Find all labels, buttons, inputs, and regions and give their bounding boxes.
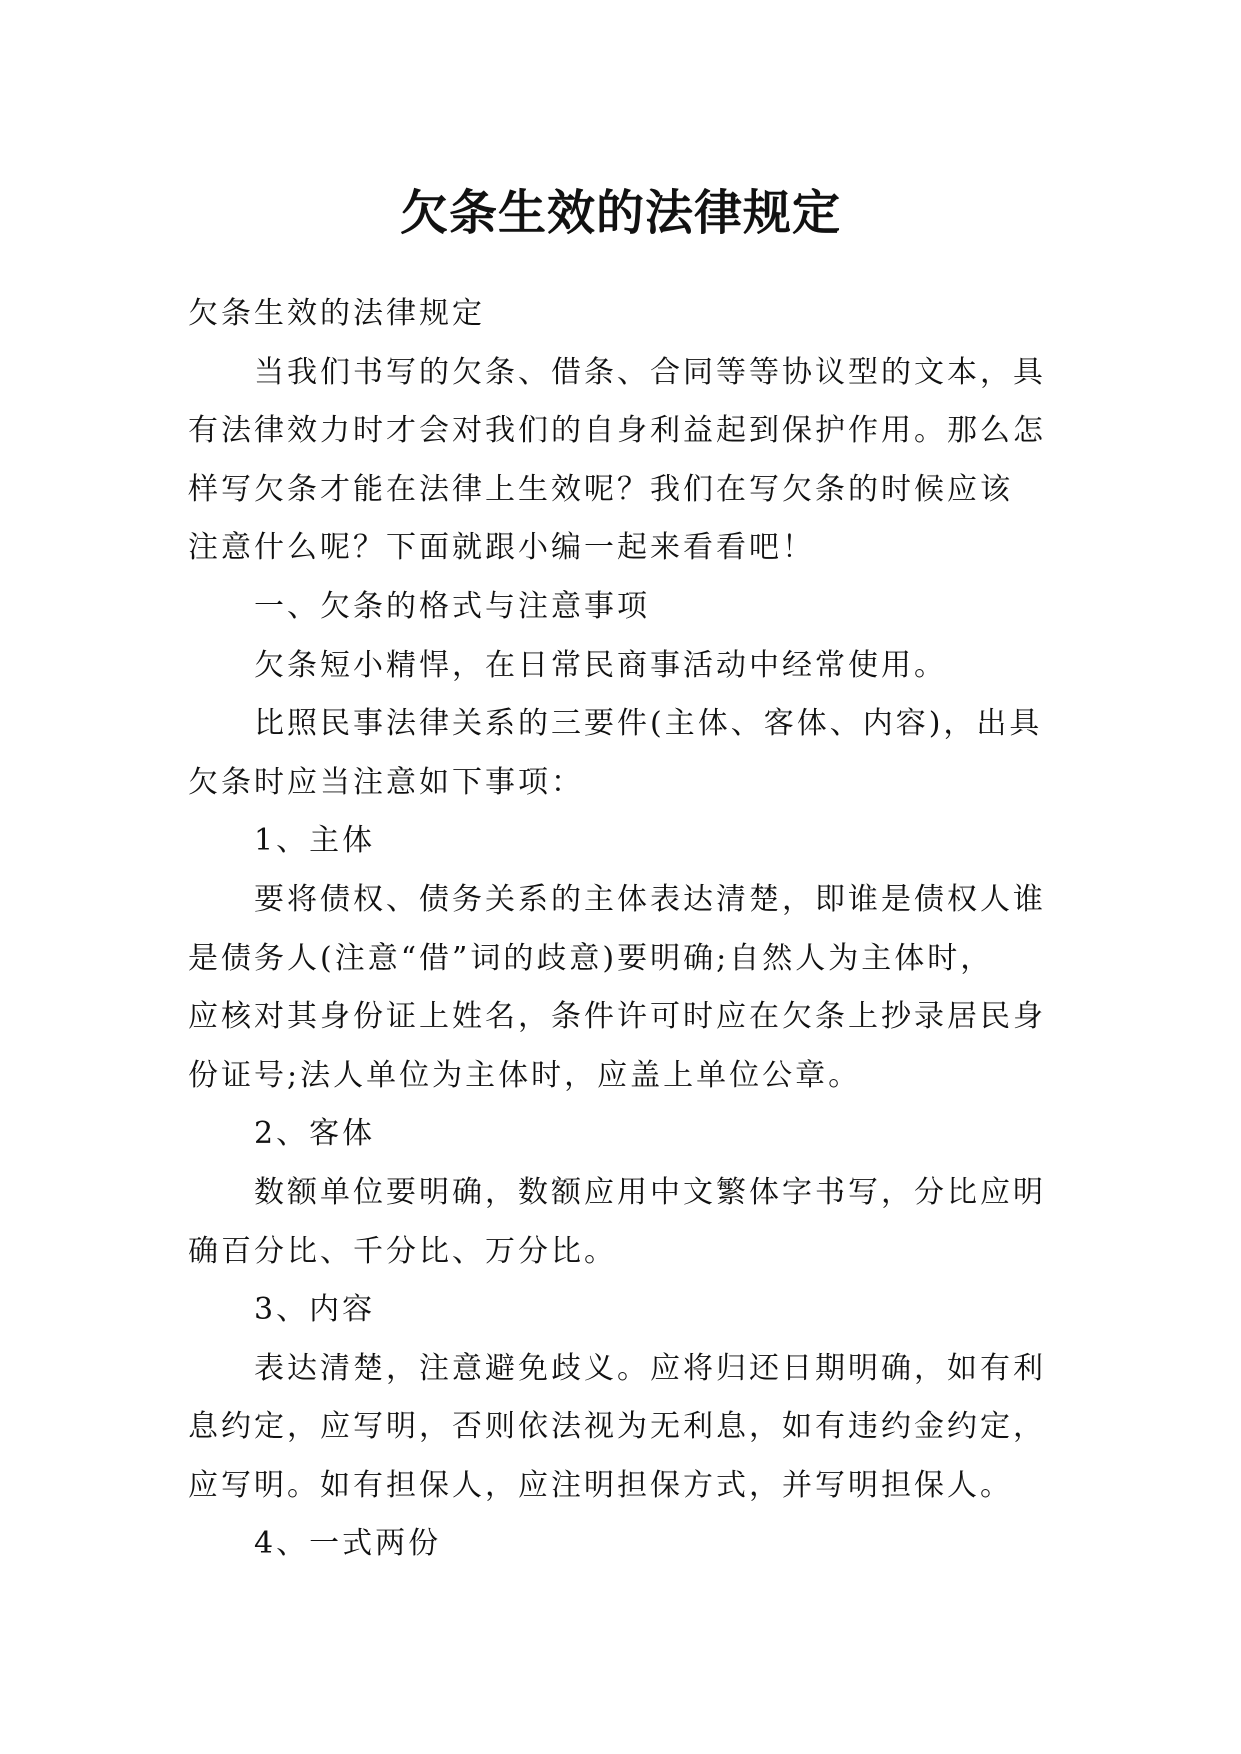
subsection-heading: 3、内容	[254, 1292, 376, 1328]
text-line: 注意什么呢？下面就跟小编一起来看看吧！	[188, 530, 815, 566]
text-line: 份证号;法人单位为主体时，应盖上单位公章。	[188, 1057, 862, 1093]
text-line: 息约定，应写明，否则依法视为无利息，如有违约金约定，	[188, 1409, 1046, 1445]
document-body	[188, 285, 1068, 1574]
text-line: 有法律效力时才会对我们的自身利益起到保护作用。那么怎	[188, 413, 1046, 449]
text-line: 是债务人(注意“借”词的歧意)要明确;自然人为主体时，	[188, 940, 994, 976]
text-line: 确百分比、千分比、万分比。	[188, 1233, 617, 1269]
text-line: 欠条时应当注意如下事项：	[188, 764, 584, 800]
text-line: 数额单位要明确，数额应用中文繁体字书写，分比应明	[254, 1174, 1046, 1210]
text-line: 当我们书写的欠条、借条、合同等等协议型的文本，具	[254, 354, 1046, 390]
text-line: 应核对其身份证上姓名，条件许可时应在欠条上抄录居民身	[188, 999, 1046, 1035]
subsection-heading: 1、主体	[254, 823, 376, 859]
subsection-heading: 2、客体	[254, 1116, 376, 1152]
text-line: 样写欠条才能在法律上生效呢？我们在写欠条的时候应该	[188, 471, 1013, 507]
section-heading: 一、欠条的格式与注意事项	[254, 588, 650, 624]
text-line: 欠条短小精悍，在日常民商事活动中经常使用。	[254, 647, 947, 683]
text-line: 表达清楚，注意避免歧义。应将归还日期明确，如有利	[254, 1350, 1046, 1386]
subsection-heading: 4、一式两份	[254, 1526, 442, 1562]
text-line: 欠条生效的法律规定	[188, 296, 485, 331]
text-line: 比照民事法律关系的三要件(主体、客体、内容)，出具	[254, 706, 1043, 742]
document-title: 欠条生效的法律规定	[399, 185, 841, 242]
text-line: 应写明。如有担保人，应注明担保方式，并写明担保人。	[188, 1467, 1013, 1503]
text-line: 要将债权、债务关系的主体表达清楚，即谁是债权人谁	[254, 881, 1046, 917]
